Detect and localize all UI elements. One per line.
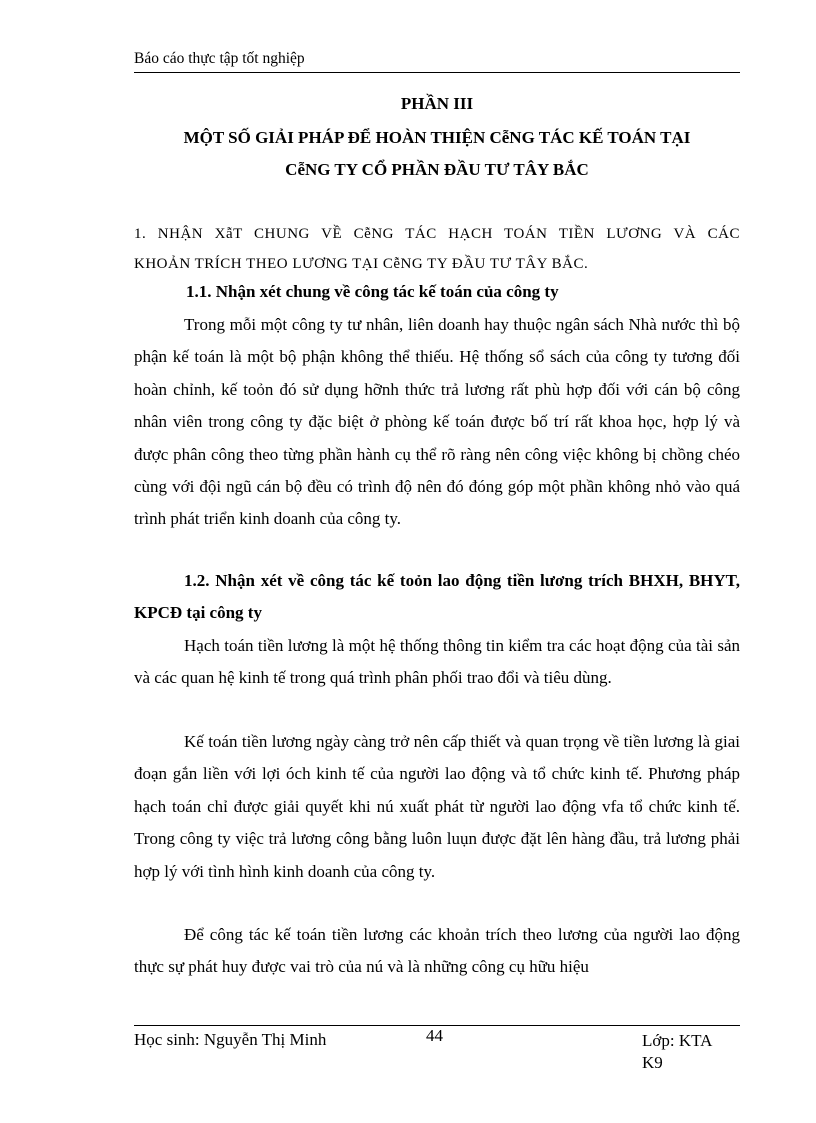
chapter-title-line-2: CễNG TY CỔ PHẦN ĐẦU TƯ TÂY BẮC bbox=[285, 160, 589, 179]
subsection-1-2-paragraph-3: Để công tác kế toán tiền lương các khoản trích theo lương của người lao động thực sự phát huy được vai trò của nú và là những công cụ hữu hiệu bbox=[134, 925, 740, 977]
section-1-heading bbox=[134, 219, 740, 279]
section-1-heading-line-2: KHOẢN TRÍCH THEO LƯƠNG TẠI CễNG TY ĐẦU TƯ TÂY BẮC. bbox=[134, 256, 589, 272]
subsection-1-1-heading: 1.1. Nhận xét chung về công tác kế toán của công ty bbox=[186, 282, 559, 301]
class-label: Lớp: KTA K9 bbox=[642, 1031, 712, 1072]
subsection-1-1-paragraph: Trong mỗi một công ty tư nhân, liên doanh hay thuộc ngân sách Nhà nước thì bộ phận kế toán là một bộ phận không thể thiếu. Hệ thống sổ sách của công ty tương đối hoàn chỉnh, kế toỏn đó sử dụng hỡnh thức trả lương rất phù hợp đối với cán bộ công nhân viên trong công ty đặc biệt ở phòng kế toán được bố trí rất khoa học, hợp lý và được phân công theo từng phần hành cụ thể rõ ràng nên công việc không bị chồng chéo cùng với đội ngũ cán bộ đều có trình độ nên đó đóng góp một phần không nhỏ vào quá trình phát triển kinh doanh của công ty. bbox=[134, 315, 740, 529]
report-title: Báo cáo thực tập tốt nghiệp bbox=[134, 50, 305, 67]
subsection-1-2-paragraph-1: Hạch toán tiền lương là một hệ thống thông tin kiểm tra các hoạt động của tài sản và các quan hệ kinh tế trong quá trình phân phối trao đổi và tiêu dùng. bbox=[134, 636, 740, 688]
section-1-heading-line-1: 1. NHẬN XẫT CHUNG VỀ CễNG TÁC HẠCH TOÁN TIỀN LƯƠNG VÀ CÁC bbox=[134, 226, 740, 242]
student-name: Học sinh: Nguyễn Thị Minh bbox=[134, 1030, 327, 1049]
page-number: 44 bbox=[426, 1026, 443, 1045]
chapter-title-line-1: MỘT SỐ GIẢI PHÁP ĐỂ HOÀN THIỆN CễNG TÁC KẾ TOÁN TẠI bbox=[183, 128, 691, 147]
subsection-1-2-paragraph-2: Kế toán tiền lương ngày càng trở nên cấp thiết và quan trọng về tiền lương là giai đoạn gắn liền với lợi óch kinh tế của người lao động và tổ chức kinh tế. Phương pháp hạch toán chỉ được giải quyết khi nú xuất phát từ người lao động vfa tổ chức kinh tế. Trong công ty việc trả lương công bằng luôn luụn được đặt lên hàng đầu, trả lương phải hợp lý với tình hình kinh doanh của công ty. bbox=[134, 732, 740, 881]
header-divider bbox=[134, 72, 740, 73]
part-heading: PHẦN III bbox=[400, 94, 474, 113]
subsection-1-2-heading: 1.2. Nhận xét về công tác kế toỏn lao động tiền lương trích BHXH, BHYT, KPCĐ tại công ty bbox=[134, 571, 740, 622]
